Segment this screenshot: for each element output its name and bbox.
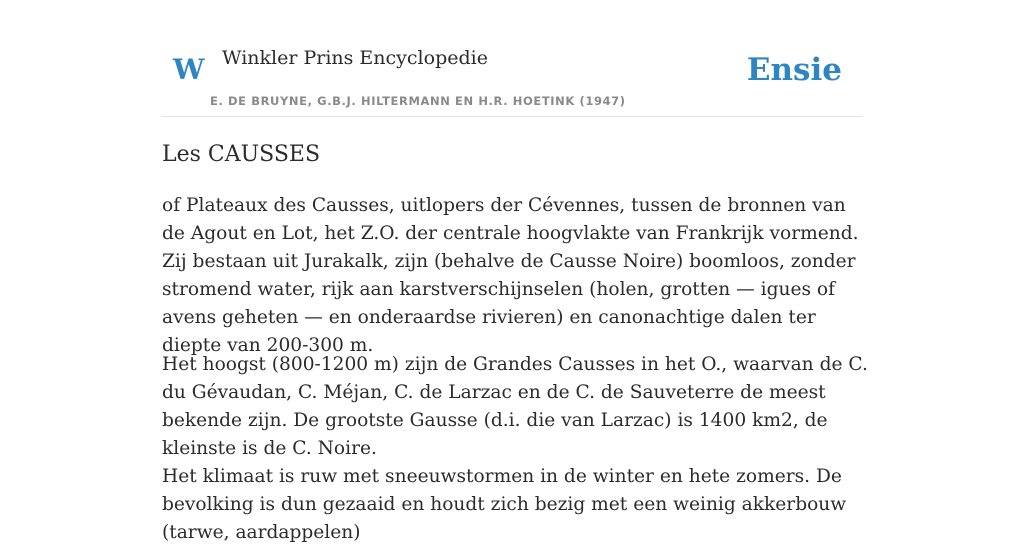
encyclopedia-title: Winkler Prins Encyclopedie <box>222 47 488 69</box>
encyclopedia-authors: E. DE BRUYNE, G.B.J. HILTERMANN EN H.R. HOETINK (1947) <box>210 94 626 108</box>
ensie-brand-link[interactable]: Ensie <box>746 52 842 88</box>
site-header <box>162 0 862 117</box>
winkler-prins-logo-icon: W <box>173 53 205 86</box>
article-title: Les CAUSSES <box>162 142 321 167</box>
article-paragraph: Het klimaat is ruw met sneeuwstormen in de winter en hete zomers. De bevolking is dun gezaaid en houdt zich bezig met een weinig akkerbouw (tarwe, aardappelen) <box>162 466 847 543</box>
article-paragraph: of Plateaux des Causses, uitlopers der Cévennes, tussen de bronnen van de Agout en Lot, het Z.O. der centrale hoogvlakte van Frankrijk vormend. Zij bestaan uit Jurakalk, zijn (behalve de Causse Noire) boomloos, zonder stromend water, rijk aan karstverschijnselen (holen, grotten — igues of avens geheten — en onderaardse rivieren) en canonachtige dalen ter diepte van 200-300 m. <box>162 195 859 356</box>
article-paragraph: Het hoogst (800-1200 m) zijn de Grandes Causses in het O., waarvan de C. du Gévaudan, C. Méjan, C. de Larzac en de C. de Sauveterre de meest bekende zijn. De grootste Gausse (d.i. die van Larzac) is 1400 km2, de kleinste is de C. Noire. <box>162 354 868 459</box>
